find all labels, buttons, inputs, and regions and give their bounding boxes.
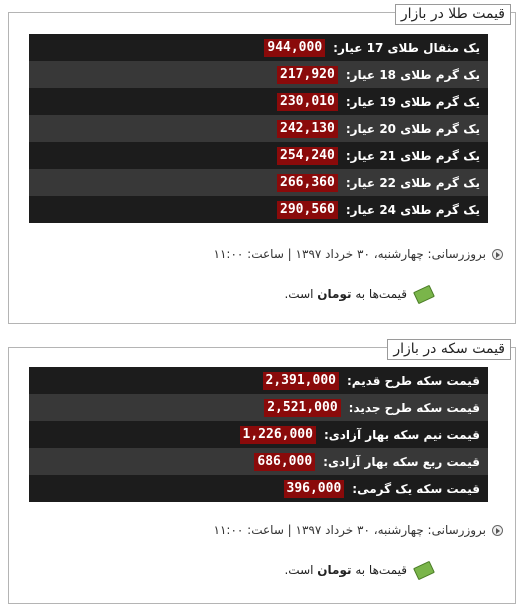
- currency-prefix: قیمت‌ها به: [355, 563, 407, 577]
- row-price: 686,000: [254, 453, 315, 471]
- row-label: یک گرم طلای 18 عیار:: [345, 67, 480, 82]
- row-price: 230,010: [277, 93, 338, 111]
- row-label: یک گرم طلای 19 عیار:: [345, 94, 480, 109]
- row-label: قیمت سکه طرح قدیم:: [346, 373, 480, 388]
- row-price: 944,000: [264, 39, 325, 57]
- row-price: 396,000: [284, 480, 345, 498]
- currency-suffix: است.: [284, 563, 314, 577]
- coin-update-time: [214, 523, 503, 537]
- row-label: یک گرم طلای 22 عیار:: [345, 175, 480, 190]
- coin-row-half: [29, 421, 488, 448]
- currency-prefix: قیمت‌ها به: [355, 287, 407, 301]
- gold-row-17-mesghal: [29, 34, 488, 61]
- row-label: یک گرم طلای 24 عیار:: [345, 202, 480, 217]
- row-price: 242,130: [277, 120, 338, 138]
- gold-row-21: [29, 142, 488, 169]
- gold-row-18: [29, 61, 488, 88]
- row-price: 2,391,000: [263, 372, 339, 390]
- coin-panel-title: قیمت سکه در بازار: [387, 339, 511, 360]
- row-label: قیمت ربع سکه بهار آزادی:: [323, 454, 480, 469]
- gold-price-panel: [8, 6, 516, 324]
- update-text: بروزرسانی: چهارشنبه، ۳۰ خرداد ۱۳۹۷ | ساعت: ۱۱:۰۰: [213, 523, 486, 537]
- coin-row-old-design: [29, 367, 488, 394]
- gold-panel-title: قیمت طلا در بازار: [395, 4, 511, 25]
- currency-unit: تومان: [317, 287, 352, 301]
- money-icon: [413, 560, 435, 579]
- currency-suffix: است.: [284, 287, 314, 301]
- coin-price-list: [29, 367, 488, 502]
- coin-currency-note: [284, 563, 433, 577]
- row-price: 2,521,000: [264, 399, 340, 417]
- row-label: یک گرم طلای 20 عیار:: [345, 121, 480, 136]
- coin-row-quarter: [29, 448, 488, 475]
- gold-row-20: [29, 115, 488, 142]
- clock-icon: [492, 525, 503, 536]
- coin-price-panel: [8, 341, 516, 604]
- row-label: قیمت سکه طرح جدید:: [348, 400, 480, 415]
- row-price: 290,560: [277, 201, 338, 219]
- row-label: یک گرم طلای 21 عیار:: [345, 148, 480, 163]
- row-label: قیمت نیم سکه بهار آزادی:: [323, 427, 480, 442]
- row-label: یک مثقال طلای 17 عیار:: [333, 40, 480, 55]
- gold-price-list: [29, 34, 488, 223]
- gold-row-19: [29, 88, 488, 115]
- row-price: 254,240: [277, 147, 338, 165]
- money-icon: [413, 284, 435, 303]
- row-price: 1,226,000: [240, 426, 316, 444]
- gold-update-time: [214, 247, 503, 261]
- clock-icon: [492, 249, 503, 260]
- row-price: 217,920: [277, 66, 338, 84]
- coin-row-one-gram: [29, 475, 488, 502]
- row-label: قیمت سکه یک گرمی:: [352, 481, 480, 496]
- update-text: بروزرسانی: چهارشنبه، ۳۰ خرداد ۱۳۹۷ | ساعت: ۱۱:۰۰: [213, 247, 486, 261]
- gold-row-22: [29, 169, 488, 196]
- gold-currency-note: [284, 287, 433, 301]
- row-price: 266,360: [277, 174, 338, 192]
- gold-row-24: [29, 196, 488, 223]
- currency-unit: تومان: [317, 563, 352, 577]
- coin-row-new-design: [29, 394, 488, 421]
